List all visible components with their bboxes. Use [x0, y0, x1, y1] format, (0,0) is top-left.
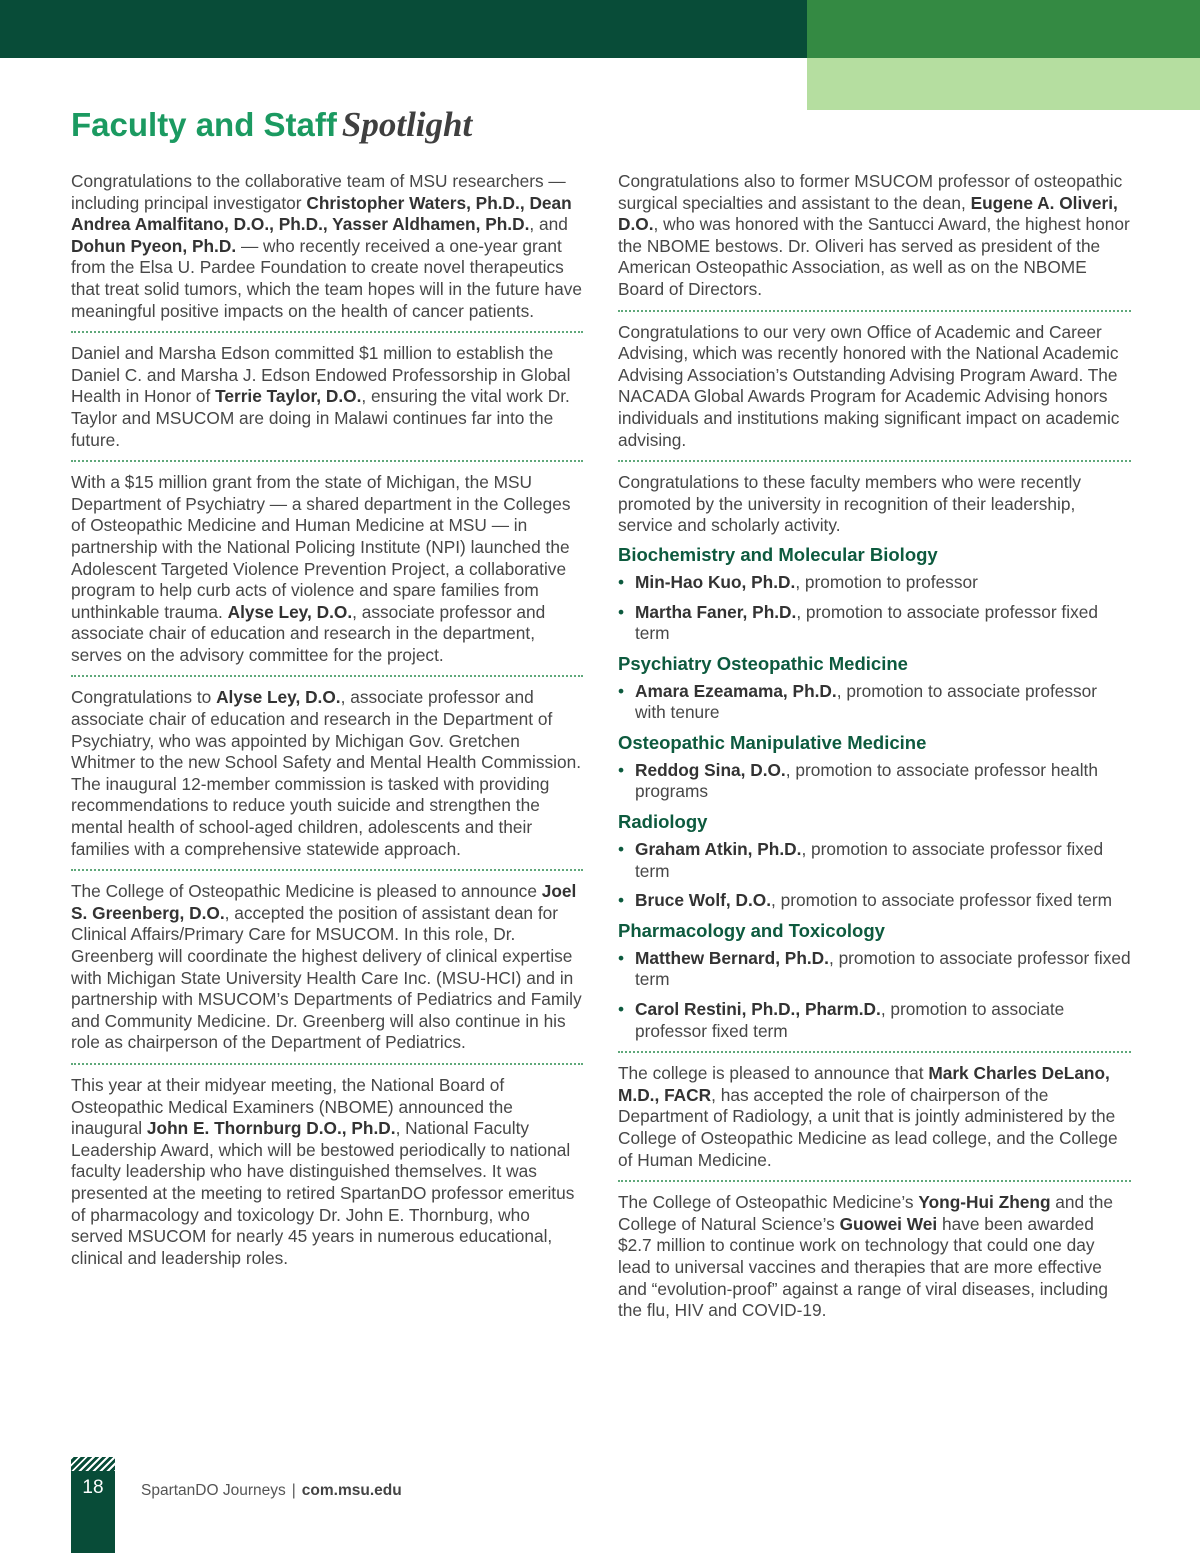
- promotion-heading: Radiology: [618, 811, 708, 833]
- divider: [71, 460, 583, 462]
- header-band-accent: [807, 0, 1200, 58]
- page-title-main: Faculty and Staff: [71, 106, 337, 143]
- promotion-list: [618, 681, 1131, 724]
- promotion-heading: Biochemistry and Molecular Biology: [618, 543, 938, 565]
- promotion-item: • Amara Ezeamama, Ph.D., promotion to associate professor with tenure: [618, 681, 1131, 724]
- promotion-heading: Osteopathic Manipulative Medicine: [618, 731, 927, 753]
- article-zheng-wei: The College of Osteopathic Medicine’s Yong-Hui Zheng and the College of Natural Science’s Guowei Wei have been awarded $2.7 million to continue work on technology that could one day lead to universal vaccines and therapies that are more effective and “evolution-proof” against a range of viral diseases, including the flu, HIV and COVID-19.: [618, 1192, 1113, 1321]
- page-title: [71, 105, 472, 145]
- promotion-list: [618, 760, 1131, 803]
- promotion-list: [618, 948, 1131, 1042]
- divider: [71, 869, 583, 871]
- promotion-item: • Carol Restini, Ph.D., Pharm.D., promotion to associate professor fixed term: [618, 999, 1131, 1042]
- divider: [71, 331, 583, 333]
- left-column: [71, 171, 583, 1269]
- right-column: [618, 171, 1131, 1322]
- divider: [71, 675, 583, 677]
- promotion-group: [618, 653, 1131, 724]
- divider: [618, 460, 1131, 462]
- badge-stripes: [71, 1457, 115, 1471]
- article-advising-award: Congratulations to our very own Office of Academic and Career Advising, which was recently honored with the National Academic Advising Association’s Outstanding Advising Program Award. The NACADA Global Awards Program for Academic Advising honors individuals and institutions making significant impact on academic advising.: [618, 321, 1120, 450]
- divider: [618, 1051, 1131, 1053]
- footer: [141, 1482, 402, 1500]
- page-number-badge: [71, 1457, 115, 1553]
- promotion-group: [618, 811, 1131, 912]
- promotion-group: [618, 732, 1131, 803]
- promotion-group: [618, 920, 1131, 1042]
- article-delano: The college is pleased to announce that Mark Charles DeLano, M.D., FACR, has accepted the role of chairperson of the Department of Radiology, a unit that is jointly administered by the College of Osteopathic Medicine as lead college, and the College of Human Medicine.: [618, 1063, 1118, 1170]
- divider: [618, 310, 1131, 312]
- article-thornburg-award: This year at their midyear meeting, the National Board of Osteopathic Medical Examiners (NBOME) announced the inaugural John E. Thornburg D.O., Ph.D., National Faculty Leadership Award, which will be bestowed periodically to national faculty leadership who have distinguished themselves. It was presented at the meeting to retired SpartanDO professor emeritus of pharmacology and toxicology Dr. John E. Thornburg, who served MSUCOM for nearly 45 years in numerous educational, clinical and leadership roles.: [71, 1074, 575, 1268]
- promotion-group: [618, 544, 1131, 645]
- promotion-heading: Pharmacology and Toxicology: [618, 919, 885, 941]
- article-ley-commission: Congratulations to Alyse Ley, D.O., associate professor and associate chair of education and research in the Department of Psychiatry, who was appointed by Michigan Gov. Gretchen Whitmer to the new School Safety and Mental Health Commission. The inaugural 12-member commission is tasked with providing recommendations to reduce youth suicide and strengthen the mental health of school-aged children, adolescents and their families with a comprehensive statewide approach.: [71, 687, 582, 859]
- article-edson-professorship: Daniel and Marsha Edson committed $1 million to establish the Daniel C. and Marsha J. Edson Endowed Professorship in Global Health in Honor of Terrie Taylor, D.O., ensuring the vital work Dr. Taylor and MSUCOM are doing in Malawi continues far into the future.: [71, 343, 571, 450]
- article-promotions-intro: Congratulations to these faculty members who were recently promoted by the university in recognition of their leadership, service and scholarly activity.: [618, 472, 1081, 536]
- page-number: 18: [82, 1477, 104, 1498]
- publication-name: SpartanDO Journeys: [141, 1482, 286, 1499]
- promotion-item: • Reddog Sina, D.O., promotion to associate professor health programs: [618, 760, 1131, 803]
- promotion-item: • Min-Hao Kuo, Ph.D., promotion to professor: [618, 572, 1131, 594]
- header-band-light: [807, 58, 1200, 110]
- promotion-item: • Matthew Bernard, Ph.D., promotion to associate professor fixed term: [618, 948, 1131, 991]
- promotion-heading: Psychiatry Osteopathic Medicine: [618, 652, 908, 674]
- page-title-script: Spotlight: [341, 105, 473, 144]
- promotion-item: • Martha Faner, Ph.D., promotion to associate professor fixed term: [618, 602, 1131, 645]
- promotion-list: [618, 839, 1131, 912]
- article-waters-team: Congratulations to the collaborative team of MSU researchers — including principal investigator Christopher Waters, Ph.D., Dean Andrea Amalfitano, D.O., Ph.D., Yasser Aldhamen, Ph.D., and Dohun Pyeon, Ph.D. — who recently received a one-year grant from the Elsa U. Pardee Foundation to create novel therapeutics that treat solid tumors, which the team hopes will in the future have meaningful positive impacts on the health of cancer patients.: [71, 171, 583, 321]
- header-band-dark: [0, 0, 807, 58]
- article-oliveri: Congratulations also to former MSUCOM professor of osteopathic surgical specialties and assistant to the dean, Eugene A. Oliveri, D.O., who was honored with the Santucci Award, the highest honor the NBOME bestows. Dr. Oliveri has served as president of the American Osteopathic Association, as well as on the NBOME Board of Directors.: [618, 171, 1130, 299]
- article-greenberg: The College of Osteopathic Medicine is pleased to announce Joel S. Greenberg, D.O., accepted the position of assistant dean for Clinical Affairs/Primary Care for MSUCOM. In this role, Dr. Greenberg will coordinate the highest delivery of clinical expertise with Michigan State University Health Care Inc. (MSU-HCI) and in partnership with MSUCOM’s Departments of Pediatrics and Family and Community Medicine. Dr. Greenberg will also continue in his role as chairperson of the Department of Pediatrics.: [71, 881, 582, 1053]
- promotion-item: • Graham Atkin, Ph.D., promotion to associate professor fixed term: [618, 839, 1131, 882]
- footer-separator: |: [291, 1482, 296, 1499]
- article-psychiatry-grant: With a $15 million grant from the state of Michigan, the MSU Department of Psychiatry — a shared department in the Colleges of Osteopathic Medicine and Human Medicine at MSU — in partnership with the National Policing Institute (NPI) launched the Adolescent Targeted Violence Prevention Project, a collaborative program to help curb acts of violence and spare families from unthinkable trauma. Alyse Ley, D.O., associate professor and associate chair of education and research in the department, serves on the advisory committee for the project.: [71, 472, 571, 665]
- divider: [71, 1063, 583, 1065]
- divider: [618, 1180, 1131, 1182]
- promotion-item: • Bruce Wolf, D.O., promotion to associate professor fixed term: [618, 890, 1131, 912]
- footer-url-link[interactable]: com.msu.edu: [301, 1482, 402, 1499]
- promotion-list: [618, 572, 1131, 645]
